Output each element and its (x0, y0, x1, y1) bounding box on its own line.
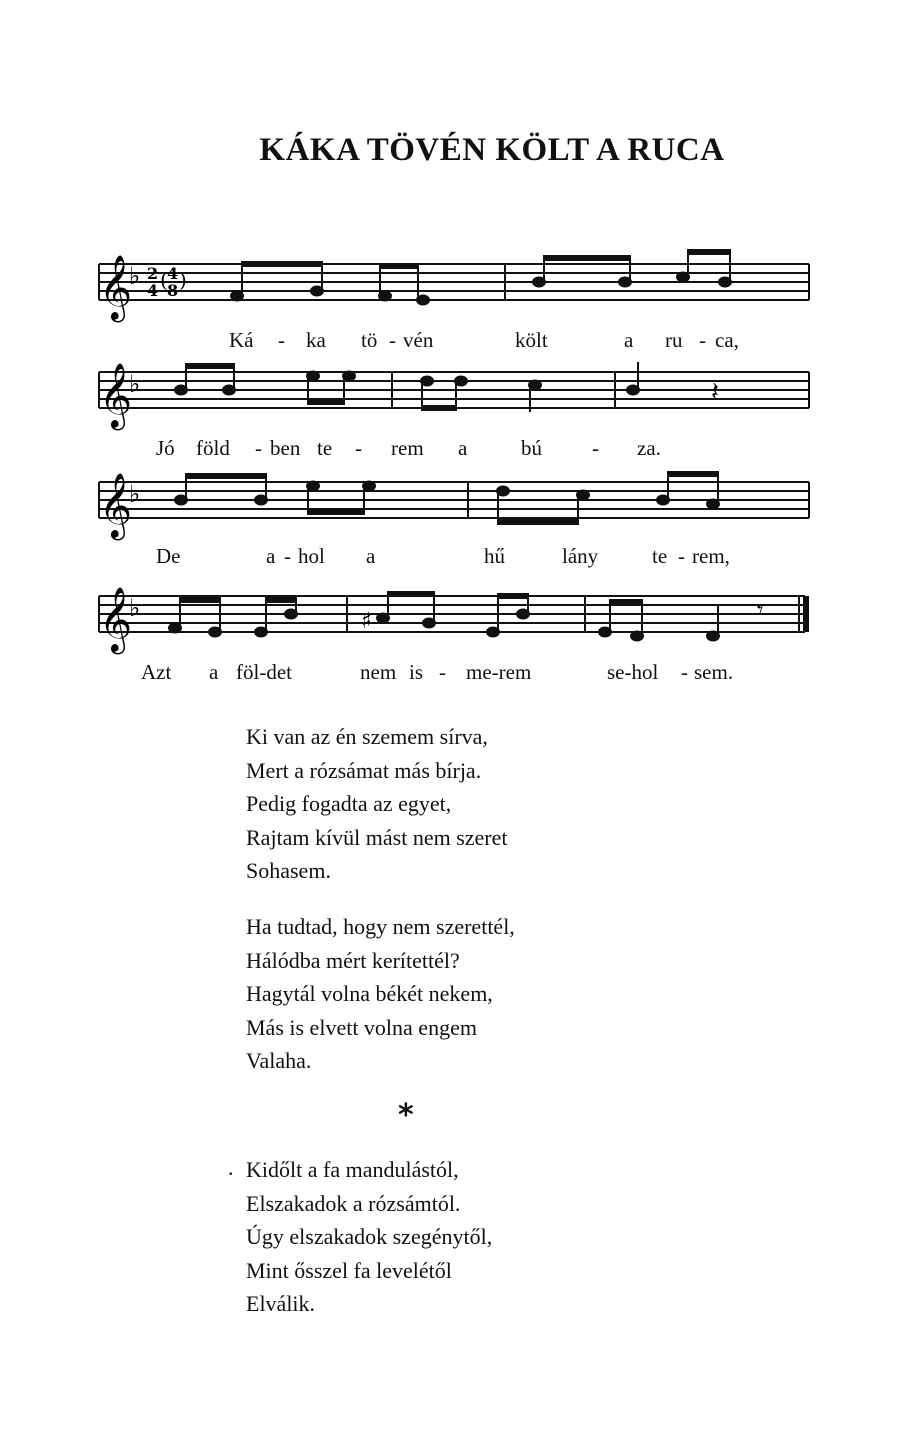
flat-icon: ♭ (129, 370, 141, 398)
lyric-hyphen: - (284, 544, 291, 568)
music-system-1 (85, 240, 825, 350)
lyric-syllable: föl-det (236, 660, 292, 684)
verse-line: Elszakadok a rózsámtól. (246, 1190, 461, 1216)
lyric-syllable: te (652, 544, 668, 568)
flat-icon: ♭ (129, 262, 141, 290)
verse-line: Rajtam kívül mást nem szeret (246, 824, 508, 850)
final-barline (803, 596, 809, 632)
lyric-syllable: ca, (715, 328, 739, 352)
lyric-hyphen: - (355, 436, 362, 460)
lyric-syllable: rem, (692, 544, 730, 568)
song-title: KÁKA TÖVÉN KÖLT A RUCA (259, 132, 725, 168)
lyric-syllable: a (366, 544, 376, 568)
verse-line: Valaha. (246, 1048, 312, 1073)
verse-line: Ki van az én szemem sírva, (246, 724, 488, 749)
stanza-3 (246, 1153, 492, 1321)
treble-clef-icon: 𝄞 (99, 473, 133, 538)
verse-line: Elválik. (246, 1291, 316, 1316)
lyric-syllable: Azt (141, 660, 172, 684)
svg-text:8: 8 (167, 281, 179, 300)
verse-line: Kidőlt a fa mandulástól, (246, 1157, 459, 1182)
staff-system-2 (85, 348, 825, 438)
lyric-syllable: tö (361, 328, 378, 352)
quarter-rest-icon: 𝄽 (711, 377, 719, 407)
lyric-hyphen: - (389, 328, 396, 352)
flat-icon: ♭ (129, 594, 141, 622)
verse-line: Hagytál volna békét nekem, (246, 981, 493, 1006)
lyric-syllable: Ká (229, 328, 254, 352)
lyric-syllable: is (409, 660, 424, 684)
lyric-syllable: za. (637, 436, 661, 460)
lyric-syllable: lány (562, 544, 599, 568)
lyric-hyphen: - (699, 328, 706, 352)
staff-system-3 (85, 458, 825, 548)
lyric-syllable: me-rem (466, 660, 532, 684)
lyric-hyphen: - (592, 436, 599, 460)
lyric-syllable: rem (391, 436, 424, 460)
lyric-syllable: ru (665, 328, 683, 352)
verse-line: Mint ősszel fa levelétől (246, 1257, 452, 1283)
lyric-syllable: ben (270, 436, 301, 460)
lyric-syllable: te (317, 436, 333, 460)
time-signature-alt: ( (160, 268, 168, 292)
lyric-syllable: a (209, 660, 219, 684)
lyric-syllable: nem (360, 660, 397, 684)
stray-mark: . (228, 1155, 234, 1180)
lyric-syllable: ka (306, 328, 326, 352)
lyric-syllable: a (624, 328, 634, 352)
flat-icon: ♭ (129, 480, 141, 508)
verse-line: Úgy elszakadok szegénytől, (246, 1224, 493, 1249)
svg-text:4: 4 (147, 281, 159, 300)
treble-clef-icon: 𝄞 (99, 363, 133, 428)
verse-line: Pedig fogadta az egyet, (246, 791, 452, 816)
verse-line: Mert a rózsámat más bírja. (246, 757, 482, 783)
lyric-hyphen: - (681, 660, 688, 684)
lyric-hyphen: - (278, 328, 285, 352)
verse-line: Ha tudtad, hogy nem szerettél, (246, 914, 515, 939)
lyric-hyphen: - (255, 436, 262, 460)
lyric-syllable: költ (515, 328, 548, 352)
lyric-syllable: a (458, 436, 468, 460)
lyric-syllable: hol (298, 544, 325, 568)
stanza-1 (246, 720, 508, 888)
lyric-syllable: hű (484, 544, 505, 568)
time-signature: 2 (147, 264, 159, 283)
lyric-hyphen: - (439, 660, 446, 684)
staff-system-4 (85, 572, 825, 662)
verse-line: Hálódba mért kerítettél? (246, 947, 460, 973)
svg-text:): ) (179, 268, 187, 292)
sharp-icon: ♯ (361, 609, 372, 634)
lyric-syllable: Jó (156, 436, 175, 460)
treble-clef-icon: 𝄞 (99, 255, 133, 320)
lyric-syllable: bú (521, 436, 542, 460)
eighth-rest-icon: 𝄾 (757, 596, 764, 624)
lyric-syllable: a (266, 544, 276, 568)
lyric-syllable: De (156, 544, 181, 568)
verse-line: Más is elvett volna engem (246, 1014, 477, 1040)
lyric-hyphen: - (678, 544, 685, 568)
stanza-2 (246, 910, 515, 1078)
lyric-syllable: föld (196, 436, 230, 460)
lyric-syllable: se-hol (607, 660, 659, 684)
svg-text:4: 4 (167, 264, 179, 283)
lyric-syllable: sem. (694, 660, 734, 684)
staff-system-1 (85, 240, 825, 330)
section-separator: * (398, 1098, 414, 1133)
treble-clef-icon: 𝄞 (99, 587, 133, 652)
lyric-syllable: vén (403, 328, 434, 352)
verse-line: Sohasem. (246, 858, 331, 883)
